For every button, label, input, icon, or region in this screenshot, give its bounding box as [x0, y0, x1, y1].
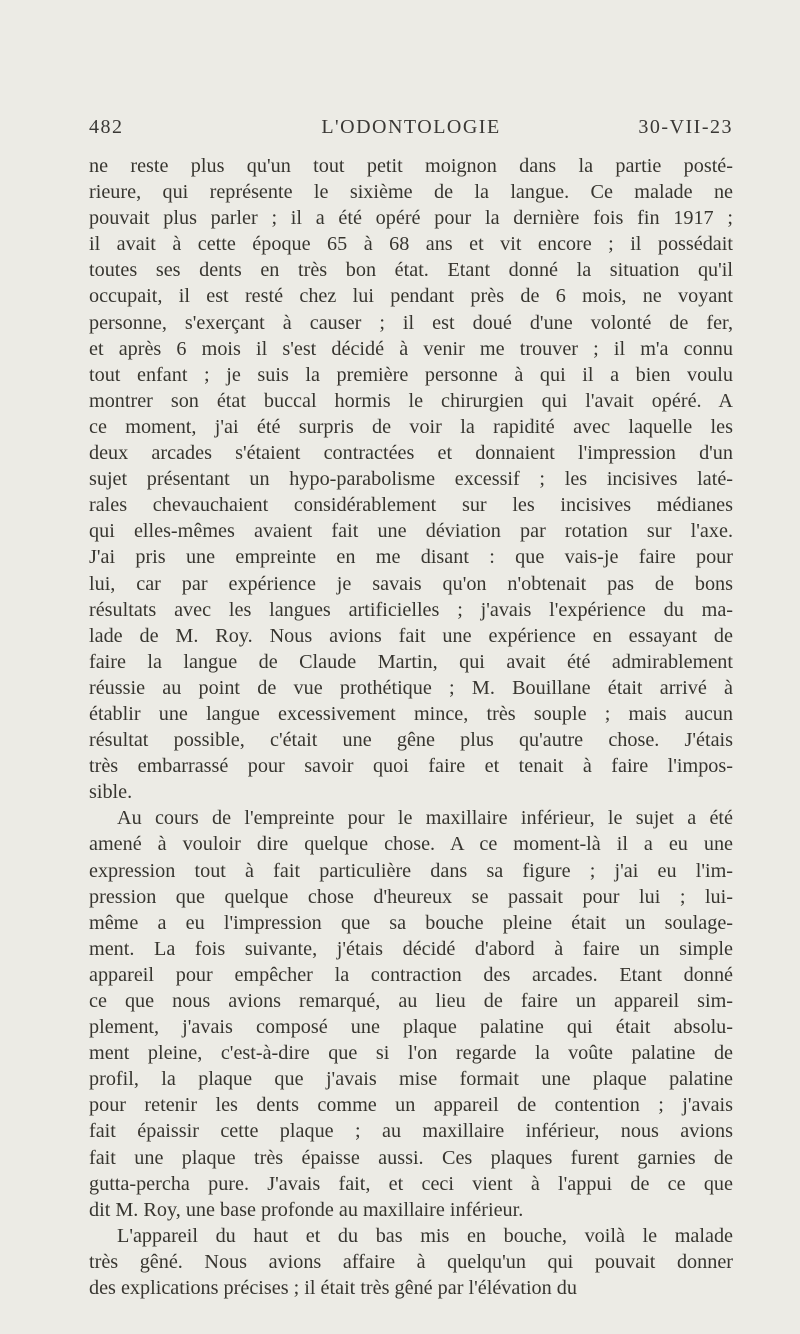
text-line: lade de M. Roy. Nous avions fait une expérience en essayant de [89, 624, 733, 647]
text-line: sujet présentant un hypo-parabolisme excessif ; les incisives laté- [89, 468, 733, 491]
text-line: très gêné. Nous avions affaire à quelqu'un qui pouvait donner [89, 1250, 733, 1273]
text-line: même a eu l'impression que sa bouche pleine était un soulage- [89, 911, 733, 934]
text-line: tout enfant ; je suis la première personne à qui il a bien voulu [89, 363, 733, 386]
paragraph [89, 1223, 733, 1301]
text-line: et après 6 mois il s'est décidé à venir me trouver ; il m'a connu [89, 337, 733, 360]
text-line: réussie au point de vue prothétique ; M. Bouillane était arrivé à [89, 676, 733, 699]
text-line: fait épaissir cette plaque ; au maxillaire inférieur, nous avions [89, 1120, 733, 1143]
text-line: sible. [89, 781, 133, 804]
text-line: toutes ses dents en très bon état. Etant donné la situation qu'il [89, 259, 733, 282]
page-number: 482 [89, 116, 124, 138]
text-line: gutta-percha pure. J'avais fait, et ceci vient à l'appui de ce que [89, 1172, 733, 1195]
text-line: appareil pour empêcher la contraction des arcades. Etant donné [89, 963, 733, 986]
text-line: qui elles-mêmes avaient fait une déviation par rotation sur l'axe. [89, 520, 733, 543]
text-line: ment. La fois suivante, j'étais décidé d'abord à faire un simple [89, 937, 733, 960]
text-line: pression que quelque chose d'heureux se passait pour lui ; lui- [89, 885, 733, 908]
text-line: Au cours de l'empreinte pour le maxillaire inférieur, le sujet a été [117, 807, 733, 830]
text-line: des explications précises ; il était très gêné par l'élévation du [89, 1277, 577, 1300]
running-head [89, 116, 733, 144]
text-line: montrer son état buccal hormis le chirurgien qui l'avait opéré. A [89, 389, 733, 412]
text-line: très embarrassé pour savoir quoi faire et tenait à faire l'impos- [89, 755, 733, 778]
text-line: il avait à cette époque 65 à 68 ans et vit encore ; il possédait [89, 233, 733, 256]
text-line: L'appareil du haut et du bas mis en bouche, voilà le malade [117, 1224, 733, 1247]
text-line: profil, la plaque que j'avais mise formait une plaque palatine [89, 1068, 733, 1091]
body-text [89, 153, 733, 1301]
text-line: fait une plaque très épaisse aussi. Ces plaques furent garnies de [89, 1146, 733, 1169]
text-line: expression tout à fait particulière dans sa figure ; j'ai eu l'im- [89, 859, 733, 882]
text-line: ce que nous avions remarqué, au lieu de faire un appareil sim- [89, 990, 733, 1012]
paragraph [89, 153, 733, 805]
issue-date: 30-VII-23 [638, 116, 733, 138]
text-line: rales chevauchaient considérablement sur les incisives médianes [89, 494, 733, 517]
paragraph [89, 805, 733, 1223]
text-line: pouvait plus parler ; il a été opéré pour la dernière fois fin 1917 ; [89, 207, 733, 230]
text-line: ne reste plus qu'un tout petit moignon dans la partie posté- [89, 155, 733, 177]
text-line: rieure, qui représente le sixième de la langue. Ce malade ne [89, 181, 733, 204]
text-line: établir une langue excessivement mince, très souple ; mais aucun [89, 702, 733, 725]
text-line: plement, j'avais composé une plaque palatine qui était absolu- [89, 1016, 733, 1039]
text-line: lui, car par expérience je savais qu'on n'obtenait pas de bons [89, 572, 733, 595]
text-line: résultats avec les langues artificielles ; j'avais l'expérience du ma- [89, 598, 733, 621]
text-line: résultat possible, c'était une gêne plus qu'autre chose. J'étais [89, 729, 733, 752]
journal-title: L'ODONTOLOGIE [321, 116, 501, 138]
text-line: pour retenir les dents comme un appareil de contention ; j'avais [89, 1094, 733, 1117]
text-line: amené à vouloir dire quelque chose. A ce moment-là il a eu une [89, 833, 733, 856]
text-line: deux arcades s'étaient contractées et donnaient l'impression d'un [89, 442, 733, 465]
text-line: occupait, il est resté chez lui pendant près de 6 mois, ne voyant [89, 285, 733, 308]
text-line: faire la langue de Claude Martin, qui avait été admirablement [89, 650, 733, 673]
text-line: ment pleine, c'est-à-dire que si l'on regarde la voûte palatine de [89, 1042, 733, 1065]
text-line: J'ai pris une empreinte en me disant : que vais-je faire pour [89, 546, 733, 569]
text-line: personne, s'exerçant à causer ; il est doué d'une volonté de fer, [89, 311, 733, 334]
text-line: dit M. Roy, une base profonde au maxillaire inférieur. [89, 1198, 524, 1221]
text-line: ce moment, j'ai été surpris de voir la rapidité avec laquelle les [89, 415, 733, 438]
